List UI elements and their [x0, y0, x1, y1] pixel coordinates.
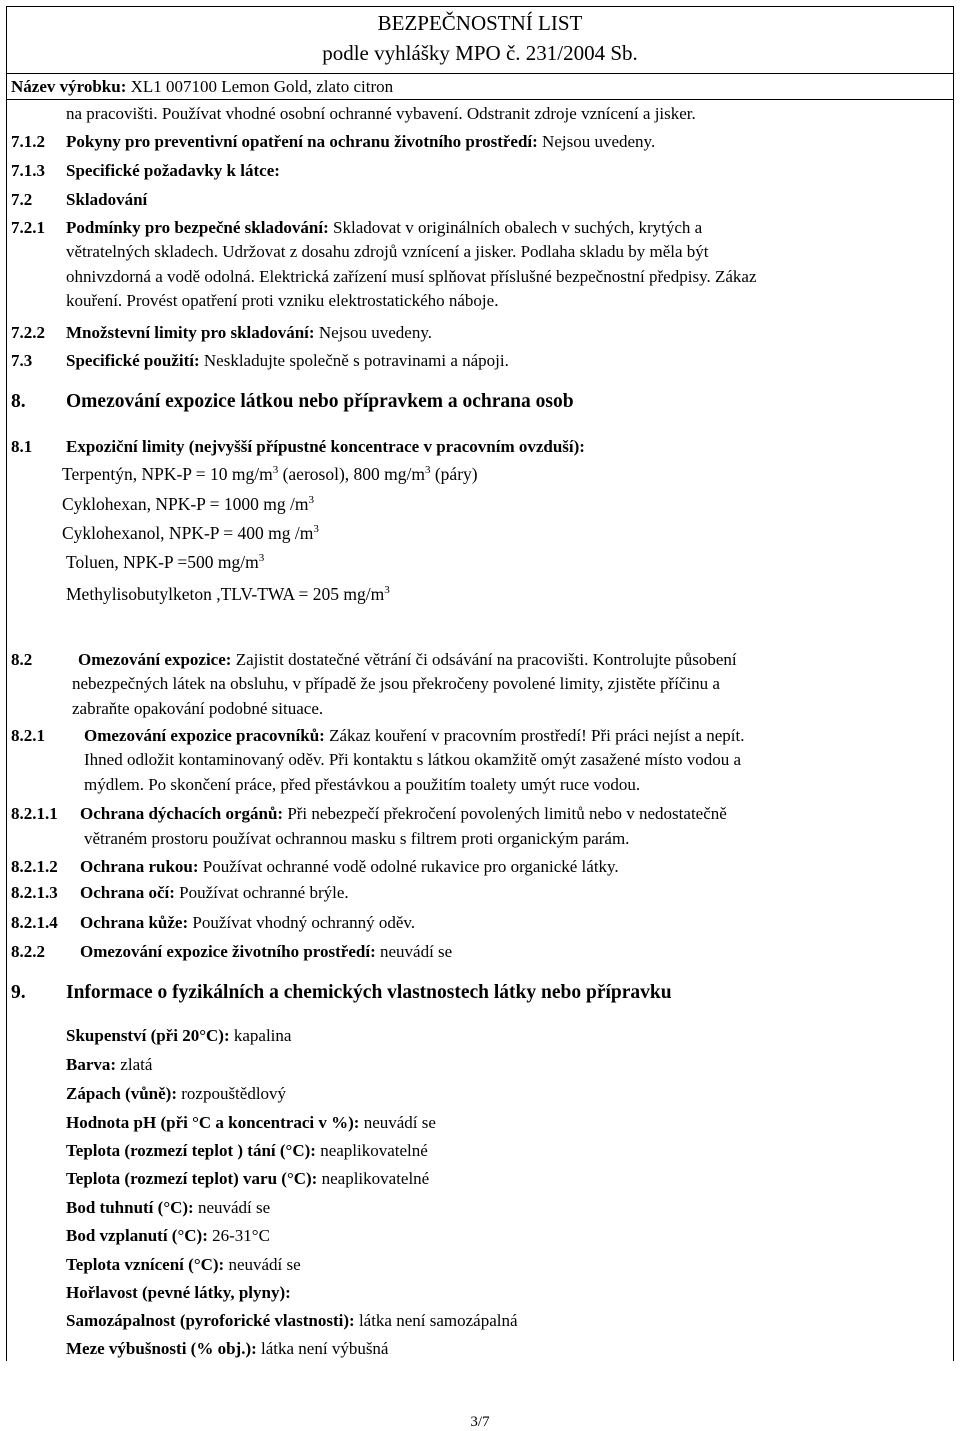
section-9-heading: Informace o fyzikálních a chemických vlastnostech látky nebo přípravku	[66, 982, 672, 1003]
prop-meze-vybusnosti	[66, 1339, 388, 1359]
limit-terpentyn-b: (aerosol), 800 mg/m	[278, 464, 425, 484]
product-label: Název výrobku:	[11, 77, 127, 96]
sup-3: 3	[308, 494, 314, 506]
s8-2-1-3-text	[80, 883, 349, 903]
limit-cyklohexan-text: Cyklohexan, NPK-P = 1000 mg /m	[62, 494, 309, 514]
prop-label: Bod vzplanutí (°C):	[66, 1226, 208, 1245]
limit-terpentyn-c: (páry)	[430, 464, 478, 484]
prop-value: rozpouštědlový	[176, 1084, 287, 1103]
s8-1-text	[66, 437, 585, 457]
limit-cyklohexanol	[62, 522, 319, 544]
prop-value: neaplikovatelné	[315, 1141, 428, 1160]
s8-2-1-line2: Ihned odložit kontaminovaný oděv. Při kontaktu s látkou okamžitě omýt zasažené místo vodou a	[84, 750, 742, 769]
s7-3-rest: Neskladujte společně s potravinami a nápoji.	[199, 351, 509, 370]
num-8-2-2: 8.2.2	[11, 942, 45, 961]
s7-2-1-line1	[66, 218, 702, 238]
limit-toluen-text: Toluen, NPK-P =500 mg/m	[66, 552, 259, 572]
s8-2-1-1-l1: Při nebezpečí překročení povolených limitů nebo v nedostatečně	[283, 804, 727, 823]
prop-varu	[66, 1169, 429, 1189]
prop-label: Teplota (rozmezí teplot ) tání (°C):	[66, 1141, 316, 1160]
s7-2-2-text	[66, 323, 432, 343]
num-7-1-3: 7.1.3	[11, 161, 45, 180]
limit-mibk-text: Methylisobutylketon ,TLV-TWA = 205 mg/m	[66, 584, 385, 604]
limit-terpentyn	[62, 463, 478, 485]
prop-value: látka není samozápalná	[354, 1311, 518, 1330]
num-7-3: 7.3	[11, 351, 33, 370]
section-8-number: 8.	[11, 391, 26, 412]
s7-2-1-line3: ohnivzdorná a vodě odolná. Elektrická zařízení musí splňovat příslušné bezpečnostní předpisy. Zákaz	[66, 267, 757, 286]
prop-tani	[66, 1141, 428, 1161]
s7-2-1-line4: kouření. Provést opatření proti vzniku elektrostatického náboje.	[66, 291, 499, 310]
s7-2-1-line2: větratelných skladech. Udržovat z dosahu zdrojů vznícení a jisker. Podlaha skladu by měla být	[66, 242, 709, 261]
prop-value: látka není výbušná	[256, 1339, 389, 1358]
s7-1-2-rest: Nejsou uvedeny.	[537, 132, 656, 151]
s8-2-1-4-lead: Ochrana kůže:	[80, 913, 189, 932]
header-title: BEZPEČNOSTNÍ LIST	[377, 11, 583, 35]
prop-label: Bod tuhnutí (°C):	[66, 1198, 194, 1217]
prop-value: kapalina	[229, 1026, 292, 1045]
prop-zapach	[66, 1084, 286, 1104]
sup-3: 3	[258, 552, 265, 564]
num-8-2-1-4: 8.2.1.4	[11, 913, 58, 932]
limit-toluen	[66, 551, 264, 573]
num-8-2-1: 8.2.1	[11, 726, 45, 745]
num-8-2-1-3: 8.2.1.3	[11, 883, 58, 902]
s7-2-1-l1: Skladovat v originálních obalech v suchých, krytých a	[328, 218, 703, 237]
limit-mibk	[66, 583, 390, 605]
s7-1-2-text	[66, 132, 655, 152]
prop-label: Barva:	[66, 1055, 117, 1074]
s8-2-1-2-text	[80, 857, 619, 877]
prop-label: Teplota (rozmezí teplot) varu (°C):	[66, 1169, 318, 1188]
prop-horlavost	[66, 1283, 291, 1303]
sup-3: 3	[272, 464, 279, 476]
product-name: XL1 007100 Lemon Gold, zlato citron	[126, 77, 394, 96]
s8-2-1-1-line2: větraném prostoru používat ochrannou masku s filtrem proti organickým parám.	[84, 829, 630, 848]
num-7-2-1: 7.2.1	[11, 218, 45, 237]
s7-2-1-lead: Podmínky pro bezpečné skladování:	[66, 218, 329, 237]
s8-1-lead: Expoziční limity (nejvyšší přípustné koncentrace v pracovním ovzduší):	[66, 437, 585, 456]
prop-barva	[66, 1055, 152, 1075]
prop-value: zlatá	[116, 1055, 153, 1074]
s8-2-1-3-rest: Používat ochranné brýle.	[174, 883, 349, 902]
s8-2-line3: zabraňte opakování podobné situace.	[72, 699, 324, 718]
s8-2-1-1-line1	[80, 804, 727, 824]
num-8-1: 8.1	[11, 437, 33, 456]
s7-2-2-lead: Množstevní limity pro skladování:	[66, 323, 315, 342]
product-name-row	[11, 77, 393, 97]
num-7-2: 7.2	[11, 190, 33, 209]
s7-1-3-text	[66, 161, 280, 181]
prop-label: Skupenství (při 20°C):	[66, 1026, 230, 1045]
s7-2-lead: Skladování	[66, 190, 148, 209]
s8-2-1-l1: Zákaz kouření v pracovním prostředí! Při práci nejíst a nepít.	[324, 726, 745, 745]
s8-2-line2: nebezpečných látek na obsluhu, v případě že jsou překročeny povolené limity, zjistěte příčinu a	[72, 674, 720, 693]
prop-skupenstvi	[66, 1026, 291, 1046]
s7-1-2-lead: Pokyny pro preventivní opatření na ochranu životního prostředí:	[66, 132, 538, 151]
section-8-heading: Omezování expozice látkou nebo přípravkem a ochrana osob	[66, 391, 574, 412]
s8-2-2-text	[80, 942, 452, 962]
s8-2-1-line3: mýdlem. Po skončení práce, před přestávkou a použitím toalety umýt ruce vodou.	[84, 775, 641, 794]
s8-2-1-line1	[84, 726, 744, 746]
prop-label: Hodnota pH (při °C a koncentraci v %):	[66, 1113, 360, 1132]
s8-2-2-lead: Omezování expozice životního prostředí:	[80, 942, 376, 961]
sup-3: 3	[424, 464, 431, 476]
s7-2-2-rest: Nejsou uvedeny.	[314, 323, 432, 342]
header-divider	[6, 73, 954, 74]
s7-2-text	[66, 190, 147, 210]
prop-vzplanuti	[66, 1226, 270, 1246]
s7-continuation: na pracovišti. Používat vhodné osobní ochranné vybavení. Odstranit zdroje vznícení a jisker.	[66, 104, 696, 123]
num-7-2-2: 7.2.2	[11, 323, 45, 342]
prop-samozapalnost	[66, 1311, 518, 1331]
prop-value: 26-31°C	[207, 1226, 270, 1245]
s8-2-1-1-lead: Ochrana dýchacích orgánů:	[80, 804, 284, 823]
prop-ph	[66, 1113, 436, 1133]
s8-2-line1	[78, 650, 737, 670]
sup-3: 3	[384, 584, 390, 596]
s8-2-1-4-rest: Používat vhodný ochranný oděv.	[188, 913, 416, 932]
page-number: 3/7	[470, 1414, 490, 1430]
header-divider-2	[6, 99, 954, 100]
s8-2-1-2-rest: Používat ochranné vodě odolné rukavice pro organické látky.	[198, 857, 619, 876]
prop-label: Samozápalnost (pyroforické vlastnosti):	[66, 1311, 355, 1330]
s8-2-lead: Omezování expozice:	[78, 650, 232, 669]
num-7-1-2: 7.1.2	[11, 132, 45, 151]
limit-cyklohexan	[62, 493, 314, 515]
prop-value: neuvádí se	[193, 1198, 271, 1217]
s7-3-text	[66, 351, 509, 371]
s8-2-2-rest: neuvádí se	[375, 942, 453, 961]
s7-3-lead: Specifické použití:	[66, 351, 200, 370]
s8-2-1-3-lead: Ochrana očí:	[80, 883, 175, 902]
prop-value: neuvádí se	[359, 1113, 436, 1132]
s7-1-3-lead: Specifické požadavky k látce:	[66, 161, 280, 180]
prop-label: Meze výbušnosti (% obj.):	[66, 1339, 257, 1358]
prop-value: neaplikovatelné	[317, 1169, 430, 1188]
limit-cyklohexanol-text: Cyklohexanol, NPK-P = 400 mg /m	[62, 523, 314, 543]
section-9-number: 9.	[11, 982, 26, 1003]
num-8-2-1-1: 8.2.1.1	[11, 804, 58, 823]
prop-label: Teplota vznícení (°C):	[66, 1255, 225, 1274]
prop-vzniceni	[66, 1255, 301, 1275]
sup-3: 3	[313, 523, 319, 535]
s8-2-1-2-lead: Ochrana rukou:	[80, 857, 199, 876]
num-8-2: 8.2	[11, 650, 33, 669]
s8-2-l1: Zajistit dostatečné větrání či odsávání na pracovišti. Kontrolujte působení	[231, 650, 737, 669]
prop-label: Hořlavost (pevné látky, plyny):	[66, 1283, 291, 1302]
s8-2-1-4-text	[80, 913, 415, 933]
s8-2-1-lead: Omezování expozice pracovníků:	[84, 726, 325, 745]
prop-tuhnuti	[66, 1198, 270, 1218]
limit-terpentyn-a: Terpentýn, NPK-P = 10 mg/m	[62, 464, 273, 484]
header-regulation: podle vyhlášky MPO č. 231/2004 Sb.	[322, 41, 638, 65]
prop-value: neuvádí se	[224, 1255, 301, 1274]
num-8-2-1-2: 8.2.1.2	[11, 857, 58, 876]
prop-label: Zápach (vůně):	[66, 1084, 177, 1103]
